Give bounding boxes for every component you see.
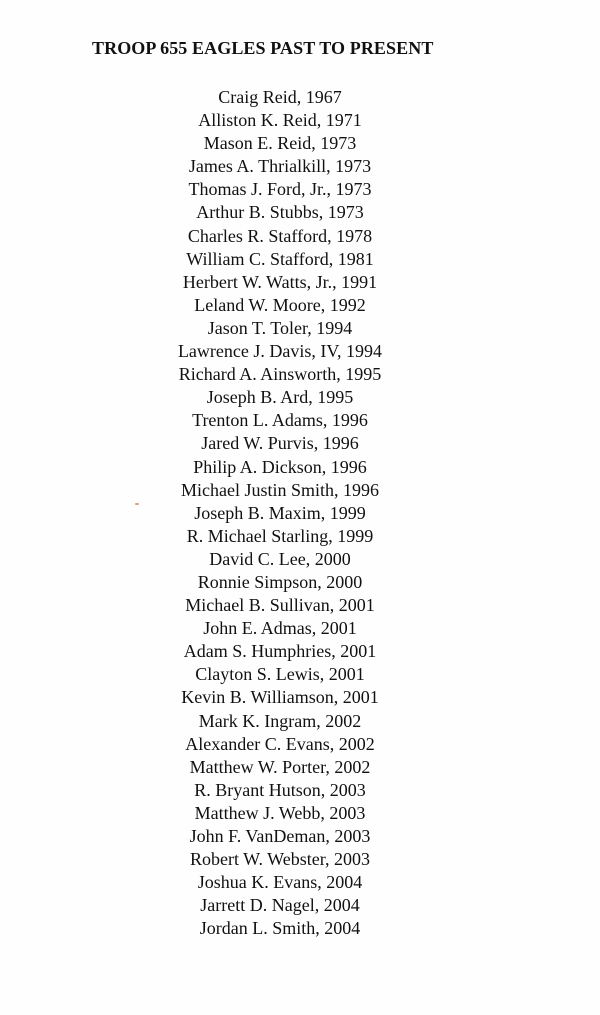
eagle-entry: Matthew W. Porter, 2002 — [189, 756, 371, 777]
eagle-entry: Trenton L. Adams, 1996 — [192, 410, 368, 431]
eagle-entry: Richard A. Ainsworth, 1995 — [178, 364, 382, 385]
eagle-entry: Joseph B. Maxim, 1999 — [194, 502, 366, 523]
eagle-entry: Arthur B. Stubbs, 1973 — [196, 202, 364, 223]
eagle-entry: Craig Reid, 1967 — [218, 87, 342, 107]
paper-speck — [135, 503, 139, 505]
eagle-entry: Robert W. Webster, 2003 — [190, 849, 370, 870]
eagle-entry: James A. Thrialkill, 1973 — [188, 156, 372, 177]
eagle-entry: Jarrett D. Nagel, 2004 — [200, 895, 360, 916]
eagle-entry: Lawrence J. Davis, IV, 1994 — [177, 341, 383, 362]
eagle-entry: Matthew J. Webb, 2003 — [194, 802, 366, 823]
eagle-entry: Michael B. Sullivan, 2001 — [185, 595, 375, 616]
eagle-entry: Jared W. Purvis, 1996 — [201, 433, 359, 454]
eagle-entry: Joshua K. Evans, 2004 — [197, 872, 363, 893]
eagle-entry: Alexander C. Evans, 2002 — [185, 733, 375, 754]
eagle-entry: Adam S. Humphries, 2001 — [183, 641, 377, 662]
eagle-entry: Jordan L. Smith, 2004 — [199, 918, 361, 939]
eagle-entry: R. Bryant Hutson, 2003 — [194, 779, 366, 800]
eagle-entry: Thomas J. Ford, Jr., 1973 — [188, 179, 372, 200]
eagle-entry: David C. Lee, 2000 — [209, 548, 351, 569]
eagle-entry: Michael Justin Smith, 1996 — [181, 479, 379, 500]
eagle-entry: Ronnie Simpson, 2000 — [197, 571, 363, 592]
eagle-entry: Jason T. Toler, 1994 — [207, 317, 353, 338]
eagle-entry: John E. Admas, 2001 — [203, 618, 357, 639]
eagle-entry: Charles R. Stafford, 1978 — [187, 225, 373, 246]
eagle-list — [140, 86, 420, 940]
eagle-entry: R. Michael Starling, 1999 — [186, 525, 374, 546]
eagle-entry: Herbert W. Watts, Jr., 1991 — [182, 271, 378, 292]
eagle-entry: Kevin B. Williamson, 2001 — [181, 687, 379, 708]
eagle-entry: Mason E. Reid, 1973 — [203, 133, 357, 154]
eagle-entry: Mark K. Ingram, 2002 — [198, 710, 362, 731]
eagle-entry: Philip A. Dickson, 1996 — [193, 456, 367, 477]
page-title: TROOP 655 EAGLES PAST TO PRESENT — [92, 38, 434, 58]
eagle-entry: William C. Stafford, 1981 — [186, 248, 374, 269]
eagle-entry: Joseph B. Ard, 1995 — [206, 387, 354, 408]
eagle-entry: John F. VanDeman, 2003 — [189, 826, 371, 846]
eagle-entry: Alliston K. Reid, 1971 — [198, 110, 362, 131]
eagle-entry: Leland W. Moore, 1992 — [194, 294, 366, 315]
eagle-entry: Clayton S. Lewis, 2001 — [195, 664, 365, 685]
